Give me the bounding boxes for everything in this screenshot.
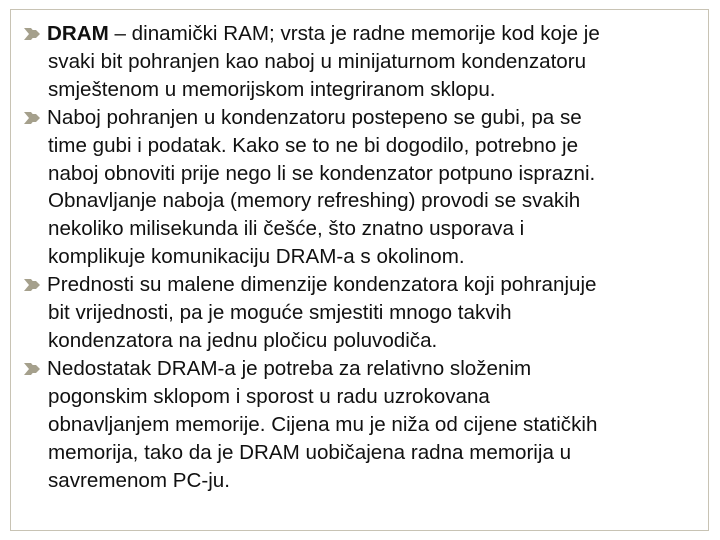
bullet-line: obnavljanjem memorije. Cijena mu je niža od cijene statičkih <box>48 412 598 436</box>
bullet-item-disadvantages <box>22 355 702 495</box>
bullet-item-dram-definition <box>22 20 702 104</box>
bullet-line: komplikuje komunikaciju DRAM-a s okolinom. <box>48 245 465 269</box>
bullet-line: savremenom PC-ju. <box>48 468 230 492</box>
bullet-line: DRAM – dinamički RAM; vrsta je radne memorije kod koje je <box>47 22 600 45</box>
bullet-line: time gubi i podatak. Kako se to ne bi dogodilo, potrebno je <box>48 133 579 157</box>
bullet-line: memorija, tako da je DRAM uobičajena radna memorija u <box>48 440 572 464</box>
bullet-list <box>22 20 702 494</box>
bullet-line: Obnavljanje naboja (memory refreshing) provodi se svakih <box>48 189 581 213</box>
bullet-line: Naboj pohranjen u kondenzatoru postepeno se gubi, pa se <box>47 105 582 129</box>
bullet-line: pogonskim sklopom i sporost u radu uzrokovana <box>48 384 490 408</box>
bullet-line: Nedostatak DRAM-a je potreba za relativno složenim <box>47 356 532 380</box>
bullet-arrow-icon <box>23 277 44 293</box>
bullet-line: bit vrijednosti, pa je moguće smjestiti mnogo takvih <box>48 301 512 325</box>
bullet-line: smještenom u memorijskom integriranom sklopu. <box>48 77 496 101</box>
bullet-line: kondenzatora na jednu pločicu poluvodiča. <box>48 328 438 352</box>
bullet-line: svaki bit pohranjen kao naboj u minijaturnom kondenzatoru <box>48 49 587 73</box>
bullet-arrow-icon <box>23 361 44 377</box>
bullet-arrow-icon <box>23 110 44 126</box>
bullet-arrow-icon <box>23 26 44 42</box>
bullet-line: naboj obnoviti prije nego li se kondenzator potpuno isprazni. <box>48 161 596 185</box>
bullet-line: nekoliko milisekunda ili češće, što znatno usporava i <box>48 217 525 241</box>
bullet-line: Prednosti su malene dimenzije kondenzatora koji pohranjuje <box>47 273 597 297</box>
bullet-item-refreshing <box>22 104 702 271</box>
bullet-item-advantages <box>22 271 702 355</box>
lead-term: DRAM <box>47 22 109 45</box>
